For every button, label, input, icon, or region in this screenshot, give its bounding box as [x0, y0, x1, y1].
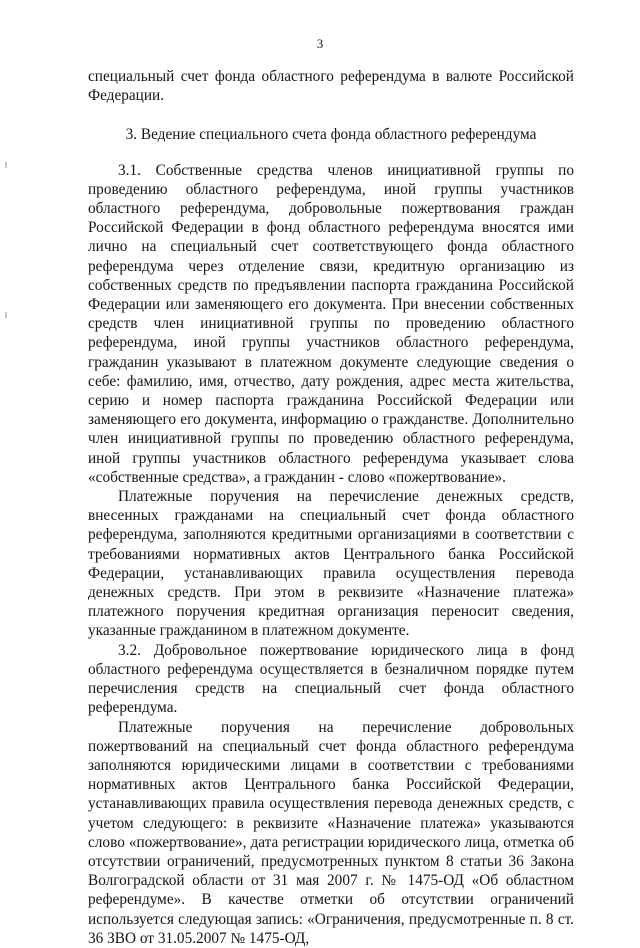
- document-body: [88, 67, 574, 948]
- page-number: 3: [316, 36, 324, 51]
- section-heading: 3. Ведение специального счета фонда областного референдума: [125, 126, 537, 144]
- scan-mark: [5, 162, 7, 168]
- paragraph-3-1: 3.1. Собственные средства членов инициативной группы по проведению областного референдума, иной группы участников областного референдума, добровольные пожертвования граждан Российской Федерации в фонд областного референдума вносятся ими лично на специальный счет соответствующего фонда областного референдума через отделение связи, кредитную организацию из собственных средств по предъявлении паспорта гражданина Российской Федерации или заменяющего его документа. При внесении собственных средств член инициативной группы по проведению областного референдума, иной группы участников областного референдума, гражданин указывают в платежном документе следующие сведения о себе: фамилию, имя, отчество, дату рождения, адрес места жительства, серию и номер паспорта гражданина Российской Федерации или заменяющего его документа, информацию о гражданстве. Дополнительно член инициативной группы по проведению областного референдума, иной группы участников областного референдума указывает слова «собственные средства», а гражданин - слово «пожертвование».: [88, 161, 574, 486]
- paragraph-legal-entity-orders: Платежные поручения на перечисление добровольных пожертвований на специальный счет фонда областного референдума заполняются юридическими лицами в соответствии с требованиями нормативных актов Центрального банка Российской Федерации, устанавливающих правила осуществления перевода денежных средств, с учетом следующего: в реквизите «Назначение платежа» указываются слово «пожертвование», дата регистрации юридического лица, отметка об отсутствии ограничений, предусмотренных пунктом 8 статьи 36 Закона Волгоградской области от 31 мая 2007 г. № 1475-ОД «Об областном референдуме». В качестве отметки об отсутствии ограничений используется следующая запись: «Ограничения, предусмотренные п. 8 ст. 36 ЗВО от 31.05.2007 № 1475-ОД,: [88, 718, 574, 947]
- scan-mark: [5, 312, 7, 318]
- paragraph-3-2: 3.2. Добровольное пожертвование юридического лица в фонд областного референдума осуществляется в безналичном порядке путем перечисления средств на специальный счет фонда областного референдума.: [88, 641, 574, 717]
- intro-paragraph: специальный счет фонда областного референдума в валюте Российской Федерации.: [88, 68, 574, 105]
- paragraph-payment-orders: Платежные поручения на перечисление денежных средств, внесенных гражданами на специальный счет фонда областного референдума, заполняются кредитными организациями в соответствии с требованиями нормативных актов Центрального банка Российской Федерации, устанавливающих правила осуществления перевода денежных средств. При этом в реквизите «Назначение платежа» платежного поручения кредитная организация переносит сведения, указанные гражданином в платежном документе.: [88, 488, 574, 640]
